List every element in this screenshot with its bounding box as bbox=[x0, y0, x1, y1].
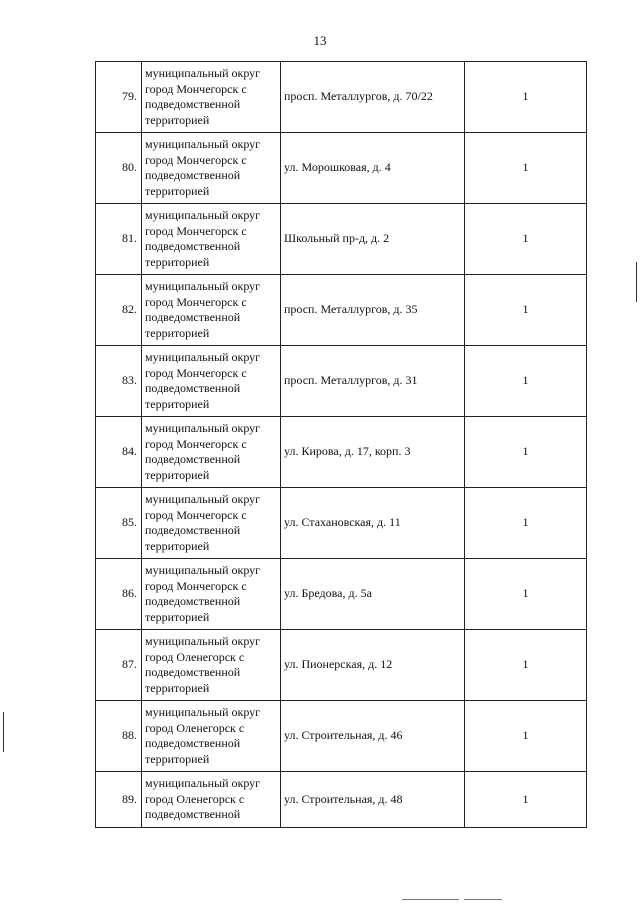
address-text: ул. Кирова, д. 17, корп. 3 bbox=[284, 444, 411, 459]
table-row bbox=[96, 62, 587, 133]
row-number-cell bbox=[96, 488, 142, 559]
quantity-text: 1 bbox=[522, 586, 529, 601]
address-cell bbox=[281, 772, 465, 828]
quantity-text: 1 bbox=[522, 231, 529, 246]
row-number-text: 83. bbox=[122, 373, 137, 388]
district-cell bbox=[142, 346, 281, 417]
district-text: муниципальный округ город Оленегорск с подведомственной bbox=[145, 776, 261, 822]
address-text: просп. Металлургов, д. 70/22 bbox=[284, 89, 433, 104]
quantity-cell bbox=[465, 204, 587, 275]
district-text: муниципальный округ город Мончегорск с подведомственной территорией bbox=[145, 208, 261, 269]
scan-bottom-line bbox=[464, 899, 502, 900]
address-cell bbox=[281, 701, 465, 772]
quantity-text: 1 bbox=[522, 373, 529, 388]
district-text: муниципальный округ город Оленегорск с подведомственной территорией bbox=[145, 705, 261, 766]
quantity-text: 1 bbox=[522, 444, 529, 459]
district-cell bbox=[142, 62, 281, 133]
district-text: муниципальный округ город Мончегорск с подведомственной территорией bbox=[145, 421, 261, 482]
row-number-cell bbox=[96, 62, 142, 133]
table-row bbox=[96, 701, 587, 772]
table-row bbox=[96, 133, 587, 204]
quantity-cell bbox=[465, 772, 587, 828]
address-text: ул. Морошковая, д. 4 bbox=[284, 160, 391, 175]
row-number-cell bbox=[96, 417, 142, 488]
row-number-text: 86. bbox=[122, 586, 137, 601]
address-text: ул. Бредова, д. 5а bbox=[284, 586, 372, 601]
registry-table bbox=[95, 61, 587, 828]
row-number-cell bbox=[96, 346, 142, 417]
district-text: муниципальный округ город Мончегорск с подведомственной территорией bbox=[145, 137, 261, 198]
scan-edge-mark bbox=[3, 712, 4, 752]
row-number-cell bbox=[96, 204, 142, 275]
table-row bbox=[96, 417, 587, 488]
district-cell bbox=[142, 488, 281, 559]
address-text: ул. Стахановская, д. 11 bbox=[284, 515, 401, 530]
row-number-text: 82. bbox=[122, 302, 137, 317]
row-number-text: 88. bbox=[122, 728, 137, 743]
quantity-text: 1 bbox=[522, 89, 529, 104]
table-row bbox=[96, 630, 587, 701]
table-row bbox=[96, 204, 587, 275]
address-text: ул. Пионерская, д. 12 bbox=[284, 657, 393, 672]
row-number-text: 80. bbox=[122, 160, 137, 175]
quantity-cell bbox=[465, 630, 587, 701]
address-cell bbox=[281, 204, 465, 275]
district-text: муниципальный округ город Мончегорск с подведомственной территорией bbox=[145, 279, 261, 340]
quantity-text: 1 bbox=[522, 791, 529, 806]
quantity-cell bbox=[465, 346, 587, 417]
district-cell bbox=[142, 417, 281, 488]
address-cell bbox=[281, 630, 465, 701]
row-number-text: 84. bbox=[122, 444, 137, 459]
row-number-text: 79. bbox=[122, 89, 137, 104]
row-number-cell bbox=[96, 701, 142, 772]
row-number-cell bbox=[96, 630, 142, 701]
address-cell bbox=[281, 488, 465, 559]
address-cell bbox=[281, 417, 465, 488]
row-number-cell bbox=[96, 275, 142, 346]
district-cell bbox=[142, 275, 281, 346]
row-number-text: 85. bbox=[122, 515, 137, 530]
quantity-cell bbox=[465, 559, 587, 630]
district-cell bbox=[142, 133, 281, 204]
quantity-cell bbox=[465, 488, 587, 559]
registry-table-body bbox=[96, 62, 587, 828]
scan-edge-mark bbox=[636, 262, 637, 302]
quantity-cell bbox=[465, 133, 587, 204]
quantity-text: 1 bbox=[522, 515, 529, 530]
quantity-cell bbox=[465, 701, 587, 772]
address-cell bbox=[281, 133, 465, 204]
row-number-text: 89. bbox=[122, 791, 137, 806]
quantity-text: 1 bbox=[522, 657, 529, 672]
row-number-cell bbox=[96, 133, 142, 204]
table-row bbox=[96, 275, 587, 346]
quantity-cell bbox=[465, 62, 587, 133]
district-cell bbox=[142, 559, 281, 630]
district-cell bbox=[142, 772, 281, 828]
row-number-text: 81. bbox=[122, 231, 137, 246]
table-row bbox=[96, 772, 587, 828]
address-text: ул. Строительная, д. 46 bbox=[284, 728, 403, 743]
table-row bbox=[96, 346, 587, 417]
quantity-text: 1 bbox=[522, 302, 529, 317]
district-text: муниципальный округ город Мончегорск с подведомственной территорией bbox=[145, 492, 261, 553]
table-row bbox=[96, 488, 587, 559]
district-text: муниципальный округ город Мончегорск с подведомственной территорией bbox=[145, 66, 261, 127]
district-cell bbox=[142, 701, 281, 772]
address-cell bbox=[281, 275, 465, 346]
district-cell bbox=[142, 204, 281, 275]
quantity-cell bbox=[465, 275, 587, 346]
address-text: ул. Строительная, д. 48 bbox=[284, 791, 403, 806]
row-number-text: 87. bbox=[122, 657, 137, 672]
quantity-cell bbox=[465, 417, 587, 488]
quantity-text: 1 bbox=[522, 160, 529, 175]
district-text: муниципальный округ город Мончегорск с подведомственной территорией bbox=[145, 350, 261, 411]
row-number-cell bbox=[96, 559, 142, 630]
address-text: просп. Металлургов, д. 31 bbox=[284, 373, 418, 388]
district-text: муниципальный округ город Оленегорск с подведомственной территорией bbox=[145, 634, 261, 695]
quantity-text: 1 bbox=[522, 728, 529, 743]
address-cell bbox=[281, 559, 465, 630]
address-text: просп. Металлургов, д. 35 bbox=[284, 302, 418, 317]
table-row bbox=[96, 559, 587, 630]
district-text: муниципальный округ город Мончегорск с подведомственной территорией bbox=[145, 563, 261, 624]
scan-bottom-line bbox=[402, 899, 459, 900]
address-text: Школьный пр-д, д. 2 bbox=[284, 231, 390, 246]
page-number: 13 bbox=[313, 33, 327, 48]
district-cell bbox=[142, 630, 281, 701]
row-number-cell bbox=[96, 772, 142, 828]
address-cell bbox=[281, 62, 465, 133]
address-cell bbox=[281, 346, 465, 417]
